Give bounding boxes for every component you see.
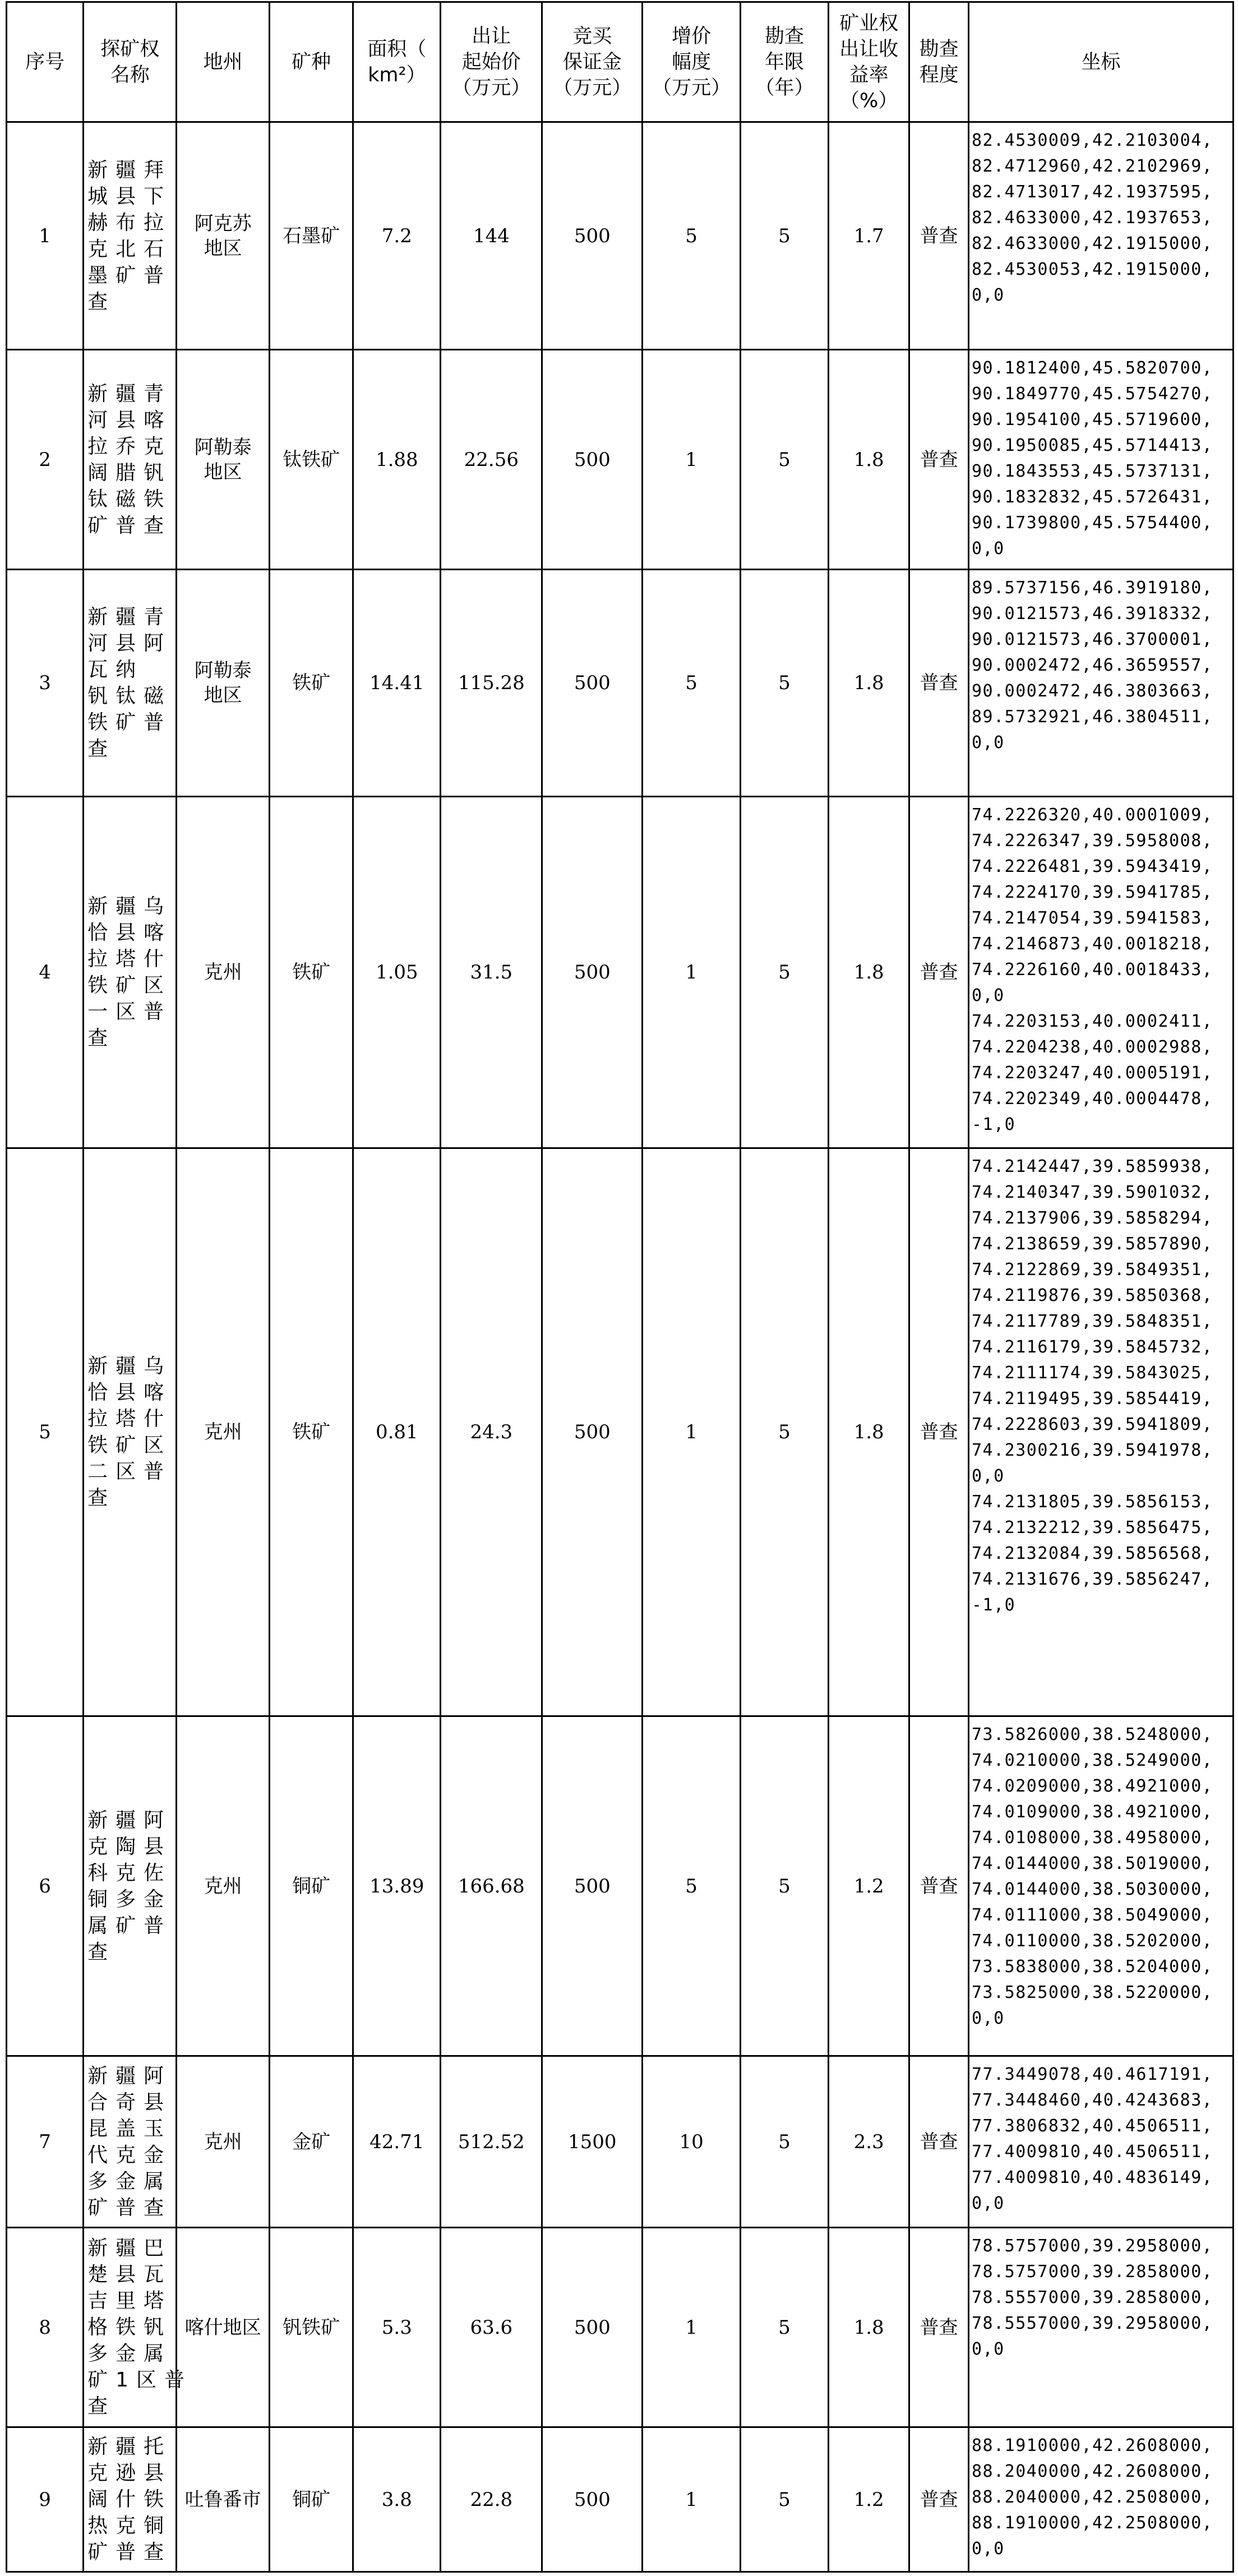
rights-name-cell: 新疆乌 恰县喀 拉塔什 铁矿区 二区普 查 xyxy=(84,1148,177,1716)
degree-cell: 普查 xyxy=(909,570,969,797)
degree-cell: 普查 xyxy=(909,2427,969,2572)
region-cell: 克州 xyxy=(177,1716,269,2056)
start-price-cell: 24.3 xyxy=(441,1148,542,1716)
row-number-cell: 4 xyxy=(7,797,84,1148)
deposit-cell: 500 xyxy=(542,2427,643,2572)
row-number-cell: 6 xyxy=(7,1716,84,2056)
table-row xyxy=(7,2056,1234,2228)
degree-cell: 普查 xyxy=(909,2056,969,2228)
header-cell-increment: 增价 幅度 （万元） xyxy=(643,2,741,122)
increment-cell: 10 xyxy=(643,2056,741,2228)
mineral-cell: 钛铁矿 xyxy=(269,350,353,570)
header-cell-rate: 矿业权 出让收 益率 （%） xyxy=(828,2,909,122)
start-price-cell: 22.56 xyxy=(441,350,542,570)
header-cell-mineral: 矿种 xyxy=(269,2,353,122)
mineral-cell: 钒铁矿 xyxy=(269,2228,353,2427)
start-price-cell: 115.28 xyxy=(441,570,542,797)
table-row xyxy=(7,122,1234,350)
start-price-cell: 144 xyxy=(441,122,542,350)
header-cell-degree: 勘查 程度 xyxy=(909,2,969,122)
header-cell-coords: 坐标 xyxy=(968,2,1233,122)
rate-cell: 1.8 xyxy=(828,570,909,797)
table-row xyxy=(7,570,1234,797)
coordinates-cell: 78.5757000,39.2958000, 78.5757000,39.2858000, 78.5557000,39.2858000, 78.5557000,39.2958000, 0,0 xyxy=(968,2228,1233,2427)
years-cell: 5 xyxy=(740,2427,828,2572)
region-cell: 克州 xyxy=(177,1148,269,1716)
start-price-cell: 63.6 xyxy=(441,2228,542,2427)
area-cell: 3.8 xyxy=(353,2427,441,2572)
deposit-cell: 500 xyxy=(542,1716,643,2056)
row-number-cell: 2 xyxy=(7,350,84,570)
rate-cell: 1.7 xyxy=(828,122,909,350)
header-cell-price: 出让 起始价 （万元） xyxy=(441,2,542,122)
area-cell: 5.3 xyxy=(353,2228,441,2427)
coordinates-cell: 88.1910000,42.2608000, 88.2040000,42.2608000, 88.2040000,42.2508000, 88.1910000,42.2508000, 0,0 xyxy=(968,2427,1233,2572)
degree-cell: 普查 xyxy=(909,797,969,1148)
rate-cell: 1.2 xyxy=(828,2427,909,2572)
rights-name-cell: 新疆青 河县喀 拉乔克 阔腊钒 钛磁铁 矿普查 xyxy=(84,350,177,570)
header-cell-region: 地州 xyxy=(177,2,269,122)
area-cell: 1.88 xyxy=(353,350,441,570)
header-cell-no: 序号 xyxy=(7,2,84,122)
mineral-cell: 金矿 xyxy=(269,2056,353,2228)
years-cell: 5 xyxy=(740,570,828,797)
rights-name-cell: 新疆阿 合奇县 昆盖玉 代克金 多金属 矿普查 xyxy=(84,2056,177,2228)
mineral-cell: 铜矿 xyxy=(269,1716,353,2056)
region-cell: 吐鲁番市 xyxy=(177,2427,269,2572)
area-cell: 7.2 xyxy=(353,122,441,350)
increment-cell: 5 xyxy=(643,570,741,797)
area-cell: 1.05 xyxy=(353,797,441,1148)
row-number-cell: 9 xyxy=(7,2427,84,2572)
region-cell: 阿勒泰 地区 xyxy=(177,570,269,797)
deposit-cell: 500 xyxy=(542,350,643,570)
coordinates-cell: 74.2142447,39.5859938, 74.2140347,39.5901032, 74.2137906,39.5858294, 74.2138659,39.5857890, 74.2122869,39.5849351, 74.2119876,39.5850368, 74.2117789,39.5848351, 74.2116179,39.5845732, 74.2111174,39.5843025, 74.2119495,39.5854419, 74.2228603,39.5941809, 74.2300216,39.5941978, 0,0 74.2131805,39.5856153, 74.2132212,39.5856475, 74.2132084,39.5856568, 74.2131676,39.5856247, -1,0 xyxy=(968,1148,1233,1716)
rights-name-cell: 新疆乌 恰县喀 拉塔什 铁矿区 一区普 查 xyxy=(84,797,177,1148)
area-cell: 13.89 xyxy=(353,1716,441,2056)
deposit-cell: 1500 xyxy=(542,2056,643,2228)
coordinates-cell: 74.2226320,40.0001009, 74.2226347,39.5958008, 74.2226481,39.5943419, 74.2224170,39.5941785, 74.2147054,39.5941583, 74.2146873,40.0018218, 74.2226160,40.0018433, 0,0 74.2203153,40.0002411, 74.2204238,40.0002988, 74.2203247,40.0005191, 74.2202349,40.0004478, -1,0 xyxy=(968,797,1233,1148)
rights-name-cell: 新疆巴 楚县瓦 吉里塔 格铁钒 多金属 矿1区普 查 xyxy=(84,2228,177,2427)
rights-name-cell: 新疆拜 城县下 赫布拉 克北石 墨矿普 查 xyxy=(84,122,177,350)
rate-cell: 1.2 xyxy=(828,1716,909,2056)
header-row xyxy=(7,2,1234,122)
increment-cell: 1 xyxy=(643,1148,741,1716)
row-number-cell: 5 xyxy=(7,1148,84,1716)
header-cell-name: 探矿权 名称 xyxy=(84,2,177,122)
header-cell-years: 勘查 年限 （年） xyxy=(740,2,828,122)
start-price-cell: 512.52 xyxy=(441,2056,542,2228)
row-number-cell: 3 xyxy=(7,570,84,797)
region-cell: 喀什地区 xyxy=(177,2228,269,2427)
years-cell: 5 xyxy=(740,2056,828,2228)
rate-cell: 1.8 xyxy=(828,2228,909,2427)
table-row xyxy=(7,1148,1234,1716)
degree-cell: 普查 xyxy=(909,2228,969,2427)
coordinates-cell: 89.5737156,46.3919180, 90.0121573,46.3918332, 90.0121573,46.3700001, 90.0002472,46.3659557, 90.0002472,46.3803663, 89.5732921,46.3804511, 0,0 xyxy=(968,570,1233,797)
mineral-cell: 石墨矿 xyxy=(269,122,353,350)
table-row xyxy=(7,2228,1234,2427)
increment-cell: 5 xyxy=(643,122,741,350)
years-cell: 5 xyxy=(740,1716,828,2056)
mineral-cell: 铜矿 xyxy=(269,2427,353,2572)
table-row xyxy=(7,797,1234,1148)
increment-cell: 1 xyxy=(643,2427,741,2572)
coordinates-cell: 82.4530009,42.2103004, 82.4712960,42.2102969, 82.4713017,42.1937595, 82.4633000,42.1937653, 82.4633000,42.1915000, 82.4530053,42.1915000, 0,0 xyxy=(968,122,1233,350)
start-price-cell: 31.5 xyxy=(441,797,542,1148)
degree-cell: 普查 xyxy=(909,350,969,570)
deposit-cell: 500 xyxy=(542,1148,643,1716)
years-cell: 5 xyxy=(740,797,828,1148)
rights-name-cell: 新疆青 河县阿 瓦纳 钒钛磁 铁矿普 查 xyxy=(84,570,177,797)
header-cell-deposit: 竞买 保证金 （万元） xyxy=(542,2,643,122)
mineral-cell: 铁矿 xyxy=(269,1148,353,1716)
increment-cell: 1 xyxy=(643,797,741,1148)
coordinates-cell: 90.1812400,45.5820700, 90.1849770,45.5754270, 90.1954100,45.5719600, 90.1950085,45.5714413, 90.1843553,45.5737131, 90.1832832,45.5726431, 90.1739800,45.5754400, 0,0 xyxy=(968,350,1233,570)
rate-cell: 1.8 xyxy=(828,1148,909,1716)
years-cell: 5 xyxy=(740,1148,828,1716)
degree-cell: 普查 xyxy=(909,122,969,350)
mining-rights-table-container xyxy=(6,1,1234,2573)
region-cell: 克州 xyxy=(177,797,269,1148)
degree-cell: 普查 xyxy=(909,1716,969,2056)
deposit-cell: 500 xyxy=(542,797,643,1148)
coordinates-cell: 77.3449078,40.4617191, 77.3448460,40.4243683, 77.3806832,40.4506511, 77.4009810,40.4506511, 77.4009810,40.4836149, 0,0 xyxy=(968,2056,1233,2228)
row-number-cell: 7 xyxy=(7,2056,84,2228)
start-price-cell: 22.8 xyxy=(441,2427,542,2572)
row-number-cell: 1 xyxy=(7,122,84,350)
table-row xyxy=(7,350,1234,570)
rate-cell: 2.3 xyxy=(828,2056,909,2228)
region-cell: 阿克苏 地区 xyxy=(177,122,269,350)
header-cell-area: 面积（ km²） xyxy=(353,2,441,122)
deposit-cell: 500 xyxy=(542,2228,643,2427)
increment-cell: 1 xyxy=(643,2228,741,2427)
years-cell: 5 xyxy=(740,2228,828,2427)
start-price-cell: 166.68 xyxy=(441,1716,542,2056)
mineral-cell: 铁矿 xyxy=(269,570,353,797)
deposit-cell: 500 xyxy=(542,570,643,797)
region-cell: 克州 xyxy=(177,2056,269,2228)
deposit-cell: 500 xyxy=(542,122,643,350)
coordinates-cell: 73.5826000,38.5248000, 74.0210000,38.5249000, 74.0209000,38.4921000, 74.0109000,38.4921000, 74.0108000,38.4958000, 74.0144000,38.5019000, 74.0144000,38.5030000, 74.0111000,38.5049000, 74.0110000,38.5202000, 73.5838000,38.5204000, 73.5825000,38.5220000, 0,0 xyxy=(968,1716,1233,2056)
mining-rights-table xyxy=(6,1,1234,2573)
mineral-cell: 铁矿 xyxy=(269,797,353,1148)
area-cell: 14.41 xyxy=(353,570,441,797)
years-cell: 5 xyxy=(740,122,828,350)
degree-cell: 普查 xyxy=(909,1148,969,1716)
increment-cell: 1 xyxy=(643,350,741,570)
years-cell: 5 xyxy=(740,350,828,570)
increment-cell: 5 xyxy=(643,1716,741,2056)
area-cell: 42.71 xyxy=(353,2056,441,2228)
table-body xyxy=(7,2,1234,2572)
area-cell: 0.81 xyxy=(353,1148,441,1716)
rate-cell: 1.8 xyxy=(828,350,909,570)
rights-name-cell: 新疆阿 克陶县 科克佐 铜多金 属矿普 查 xyxy=(84,1716,177,2056)
region-cell: 阿勒泰 地区 xyxy=(177,350,269,570)
rate-cell: 1.8 xyxy=(828,797,909,1148)
table-row xyxy=(7,2427,1234,2572)
table-row xyxy=(7,1716,1234,2056)
row-number-cell: 8 xyxy=(7,2228,84,2427)
rights-name-cell: 新疆托 克逊县 阔什铁 热克铜 矿普查 xyxy=(84,2427,177,2572)
